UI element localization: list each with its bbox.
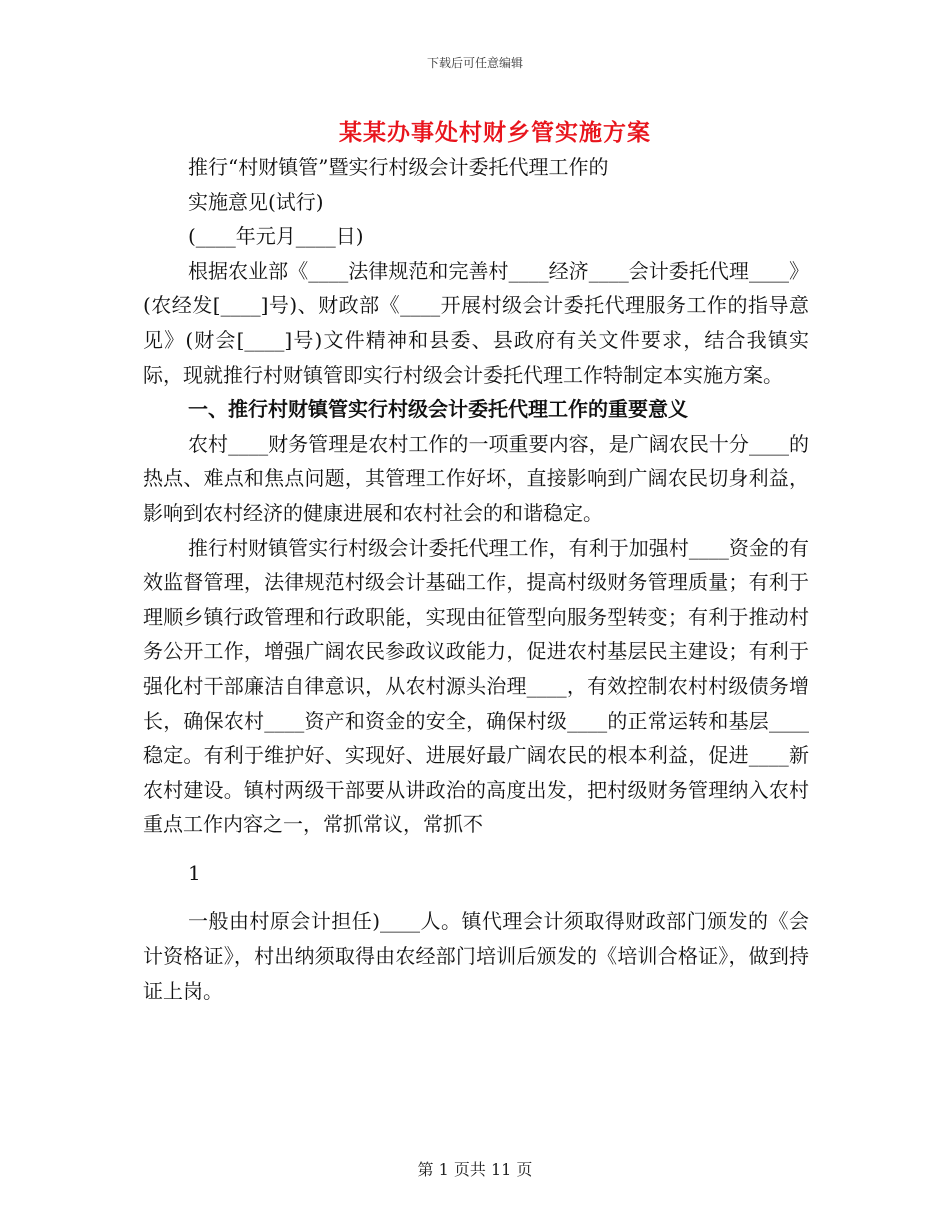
- date-line: (____年元月____日): [188, 224, 364, 249]
- document-body: [143, 150, 809, 1008]
- page-footer: 第 1 页共 11 页: [417, 1160, 533, 1179]
- intro-paragraph: 根据农业部《____法律规范和完善村____经济____会计委托代理____》(农经发[____]号)、财政部《____开展村级会计委托代理服务工作的指导意见》(财会[____]号)文件精神和县委、县政府有关文件要求，结合我镇实际，现就推行村财镇管即实行村级会计委托代理工作特制定本实施方案。: [143, 258, 809, 387]
- body-paragraph-1: 农村____财务管理是农村工作的一项重要内容，是广阔农民十分____的热点、难点和焦点问题，其管理工作好坏，直接影响到广阔农民切身利益，影响到农村经济的健康进展和农村社会的和谐稳定。: [143, 431, 809, 525]
- document-title: 某某办事处村财乡管实施方案: [339, 119, 651, 146]
- body-paragraph-3: 一般由村原会计担任)____人。镇代理会计须取得财政部门颁发的《会计资格证》，村出纳须取得由农经部门培训后颁发的《培训合格证》，做到持证上岗。: [143, 909, 809, 1003]
- header-note: 下载后可任意编辑: [426, 56, 523, 70]
- body-paragraph-2: 推行村财镇管实行村级会计委托代理工作，有利于加强村____资金的有效监督管理，法律规范村级会计基础工作，提高村级财务管理质量；有利于理顺乡镇行政管理和行政职能，实现由征管型向服务型转变；有利于推动村务公开工作，增强广阔农民参政议政能力，促进农村基层民主建设；有利于强化村干部廉洁自律意识，从农村源头治理____，有效控制农村村级债务增长，确保农村____资产和资金的安全，确保村级____的正常运转和基层____稳定。有利于维护好、实现好、进展好最广阔农民的根本利益，促进____新农村建设。镇村两级干部要从讲政治的高度出发，把村级财务管理纳入农村重点工作内容之一，常抓常议，常抓不: [143, 535, 809, 837]
- inline-page-number: 1: [188, 860, 201, 885]
- subtitle-line-2: 实施意见(试行): [188, 189, 324, 214]
- section-heading-1: 一、推行村财镇管实行村级会计委托代理工作的重要意义: [188, 397, 688, 422]
- subtitle-line-1: 推行“村财镇管”暨实行村级会计委托代理工作的: [188, 155, 609, 179]
